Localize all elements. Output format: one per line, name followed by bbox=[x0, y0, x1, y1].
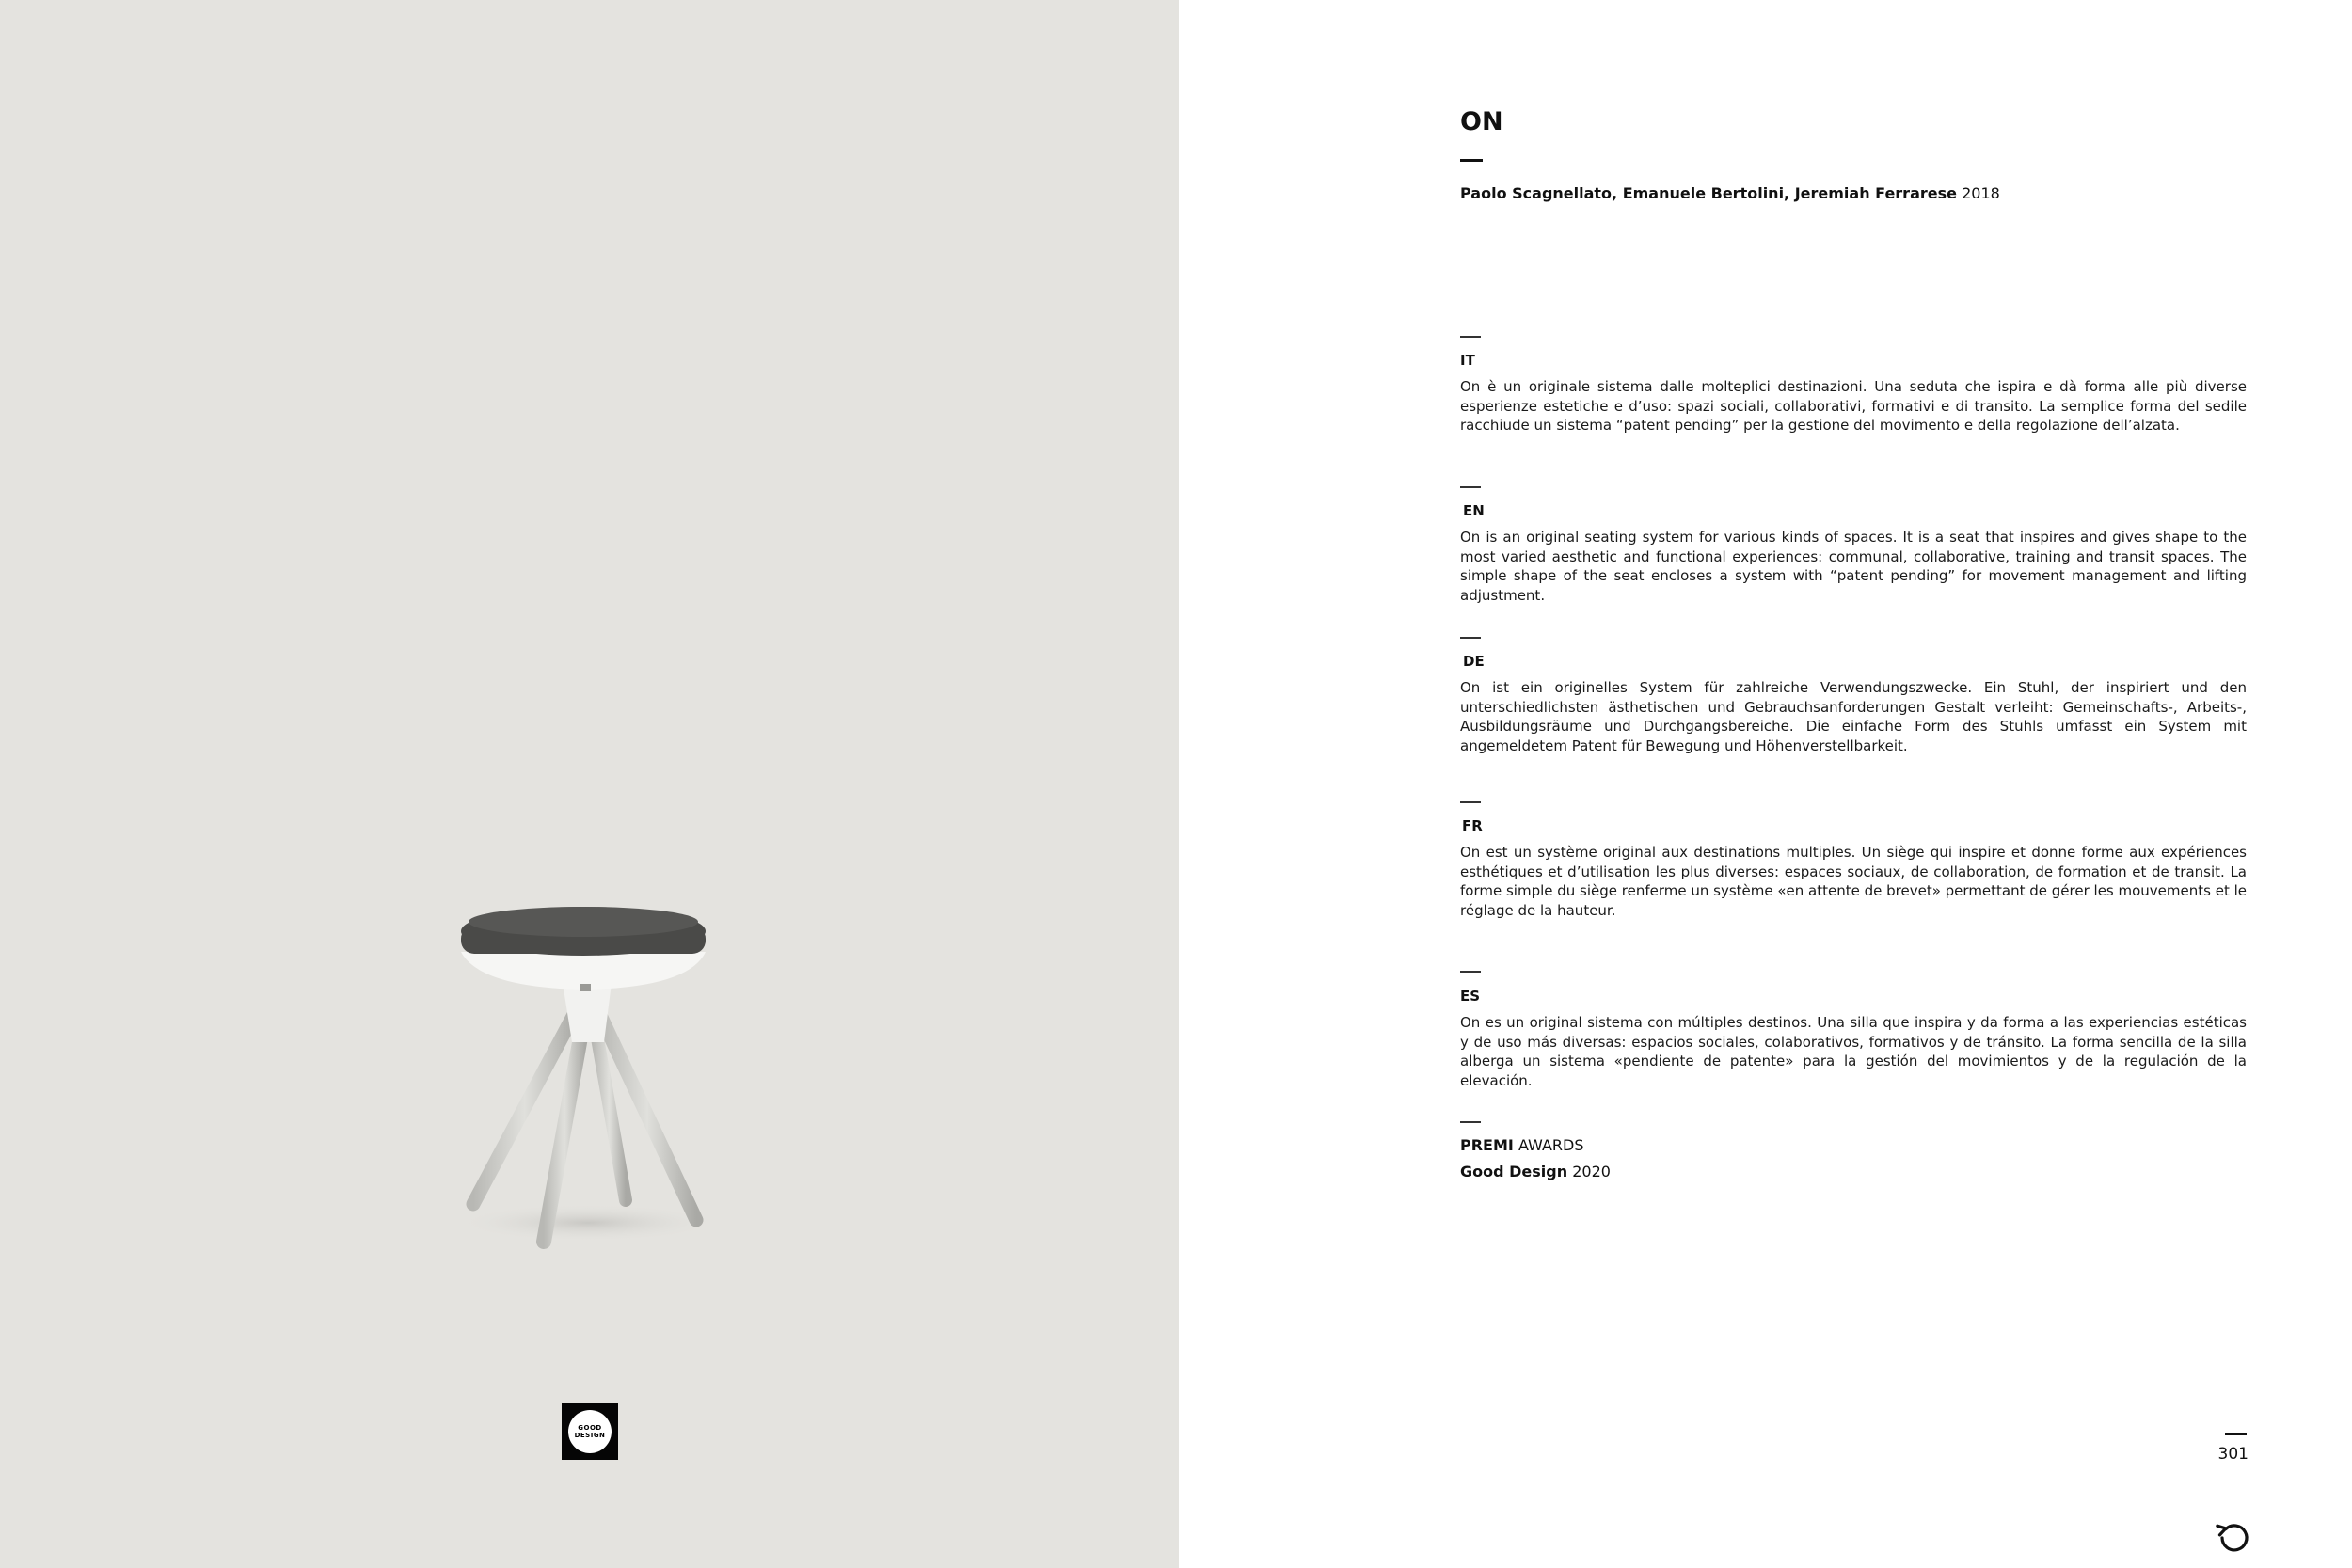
section-text-de: On ist ein originelles System für zahlreiche Verwendungszwecke. Ein Stuhl, der inspiriert und den unterschiedlichsten ästhetischen und Gebrauchsanforderungen Gestalt verleiht: Gemeinschafts-, Arbeits-, Ausbildungsräume und Durchgangsbereiche. Die einfache Form des Stuhls umfasst ein System mit angemeldetem Patent für Bewegung und Höhenverstellbarkeit. bbox=[1460, 679, 2247, 754]
page-number-divider bbox=[2225, 1433, 2247, 1435]
badge-line-1: GOOD bbox=[578, 1424, 602, 1432]
award-year: 2020 bbox=[1572, 1163, 1611, 1180]
good-design-logo bbox=[568, 1410, 612, 1453]
award-item bbox=[1460, 1163, 1611, 1180]
section-lang-en: EN bbox=[1463, 502, 1485, 519]
awards-divider bbox=[1460, 1121, 1481, 1123]
designers-year: 2018 bbox=[1962, 184, 2000, 202]
section-divider bbox=[1460, 486, 1481, 488]
section-text-it: On è un originale sistema dalle molteplici destinazioni. Una seduta che ispira e dà forma alle più diverse esperienze estetiche e d’uso: spazi sociali, collaborativi, formativi e di transito. La semplice forma del sedile racchiude un sistema “patent pending” per la gestione del movimento e della regolazione dell’alzata. bbox=[1460, 378, 2247, 434]
stool-image bbox=[442, 884, 724, 1260]
product-title: ON bbox=[1460, 107, 1503, 136]
award-name: Good Design bbox=[1460, 1163, 1568, 1180]
section-lang-de: DE bbox=[1463, 653, 1485, 670]
section-text-es: On es un original sistema con múltiples destinos. Una silla que inspira y da forma a las experiencias estéticas y de uso más diversas: espacios sociales, colaborativos, formativos y de tránsito. La forma sencilla de la silla alberga un sistema «pendiente de patente» para la gestión del movimientos y de la regulación de la elevación. bbox=[1460, 1014, 2247, 1089]
section-text-en: On is an original seating system for various kinds of spaces. It is a seat that inspires and gives shape to the most varied aesthetic and functional experiences: communal, collaborative, training and transit spaces. The simple shape of the seat encloses a system with “patent pending” for movement management and lifting adjustment. bbox=[1460, 529, 2247, 604]
section-divider bbox=[1460, 336, 1481, 338]
section-lang-it: IT bbox=[1460, 352, 1475, 369]
title-divider bbox=[1460, 159, 1483, 162]
section-divider bbox=[1460, 801, 1481, 803]
page-number: 301 bbox=[2217, 1445, 2249, 1464]
good-design-badge bbox=[562, 1403, 618, 1460]
section-text-fr: On est un système original aux destinations multiples. Un siège qui inspire et donne forme aux expériences esthétiques et d’utilisation les plus diverses: espaces sociaux, de collaboration, de formation et de transit. La forme simple du siège renferme un système «en attente de brevet» permettant de gérer les mouvements et le réglage de la hauteur. bbox=[1460, 844, 2248, 919]
awards-label-bold: PREMI bbox=[1460, 1136, 1514, 1154]
section-divider bbox=[1460, 971, 1481, 973]
section-divider bbox=[1460, 637, 1481, 639]
designers-names: Paolo Scagnellato, Emanuele Bertolini, Jeremiah Ferrarese bbox=[1460, 184, 1957, 202]
section-lang-es: ES bbox=[1460, 988, 1481, 1005]
designers-line bbox=[1460, 184, 2000, 202]
awards-heading bbox=[1460, 1136, 1584, 1154]
badge-line-2: DESIGN bbox=[574, 1432, 606, 1439]
section-lang-fr: FR bbox=[1462, 817, 1483, 834]
rotate-left-icon[interactable] bbox=[2213, 1520, 2252, 1556]
awards-label: AWARDS bbox=[1518, 1136, 1584, 1154]
